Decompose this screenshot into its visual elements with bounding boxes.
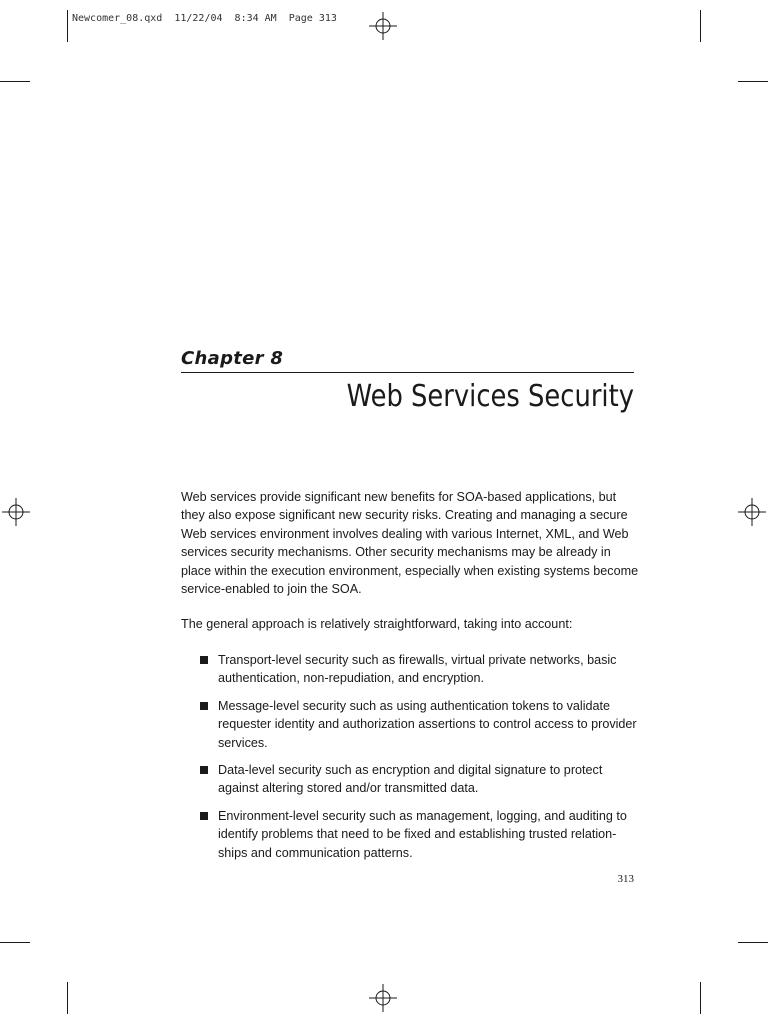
crop-mark-top-left-horizontal [0,81,30,82]
page-number: 313 [617,873,634,885]
intro-paragraph: Web services provide significant new benefits for SOA-based applications, but they also expose significant new security risks. Creating and managing a secure Web services environment involves dealing with various Internet, XML, and Web services security mechanisms. Other security mechanisms may be already in place within the execution environment, especially when existing systems become service-enabled to join the SOA. [181,490,639,597]
crop-mark-top-right-horizontal [738,81,768,82]
chapter-heading [181,348,634,417]
square-bullet-icon [200,766,208,774]
crop-mark-bottom-left-vertical [67,982,68,1014]
list-item [200,807,640,862]
list-item-text: Message-level security such as using authentication tokens to validate requester identity and authorization assertions to control access to provider services. [218,698,637,750]
approach-paragraph: The general approach is relatively straightforward, taking into account: [181,617,573,631]
square-bullet-icon [200,812,208,820]
crop-mark-bottom-right-vertical [700,982,701,1014]
square-bullet-icon [200,656,208,664]
square-bullet-icon [200,702,208,710]
crop-mark-top-right-vertical [700,10,701,42]
registration-mark-right-icon [738,498,766,526]
crop-mark-top-left-vertical [67,10,68,42]
list-item-text: Transport-level security such as firewalls, virtual private networks, basic authentication, non-repudiation, and encryption. [218,653,617,686]
registration-mark-top-icon [369,12,397,40]
bullet-list [200,651,640,871]
crop-mark-bottom-right-horizontal [738,942,768,943]
list-item [200,761,640,798]
list-item-text: Data-level security such as encryption and digital signature to protect against altering stored and/or transmitted data. [218,763,603,796]
registration-mark-bottom-icon [369,984,397,1012]
chapter-label: Chapter 8 [181,348,284,369]
registration-mark-left-icon [2,498,30,526]
list-item [200,697,640,752]
chapter-rule [181,372,634,373]
chapter-title: Web Services Security [346,379,634,414]
list-item [200,651,640,688]
list-item-text: Environment-level security such as management, logging, and auditing to identify problems that need to be fixed and establishing trusted relation-ships and communication patterns. [218,808,627,860]
print-slug: Newcomer_08.qxd 11/22/04 8:34 AM Page 313 [72,13,337,24]
crop-mark-bottom-left-horizontal [0,942,30,943]
